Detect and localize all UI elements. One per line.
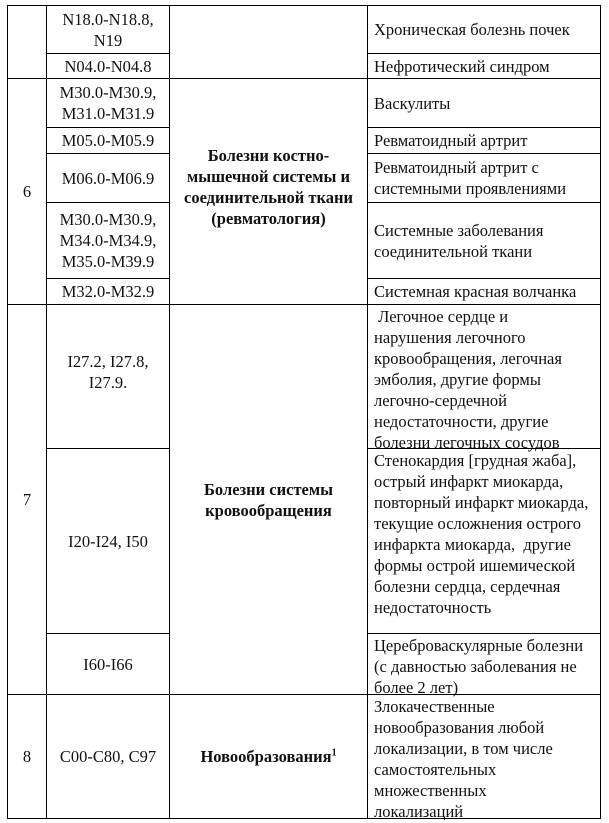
disease-description: Стенокардия [грудная жаба], острый инфаркт миокарда, повторный инфаркт миокарда, текущие осложнения острого инфаркта миокарда, другие формы острой ишемической болезни сердца, сердечная недостаточность [374,451,593,617]
row-number-cell [7,78,47,305]
code-cell [46,633,170,695]
group-name [200,746,336,767]
code-cell [46,53,170,79]
description-cell [367,53,601,79]
disease-description: Системные заболевания соединительной ткани [374,220,544,261]
icd-code: I27.2, I27.8, I27.9. [67,351,149,392]
icd-code: M30.0-M30.9, M34.0-M34.9, M35.0-M39.9 [59,210,157,271]
code-cell [46,127,170,154]
description-cell [367,153,601,203]
description-cell [367,633,601,695]
icd-code: I20-I24, I50 [68,531,148,551]
code-cell [46,278,170,305]
row-number-cell [7,5,47,79]
disease-description: Злокачественные новообразования любой локализации, в том числе самостоятельных множественных локализаций [374,697,553,821]
disease-description: Хроническая болезнь почек [374,20,570,39]
icd-code: N18.0-N18.8, N19 [62,9,154,50]
row-number-cell [7,304,47,695]
group-cell [169,78,368,305]
description-cell [367,694,601,819]
icd-code: M30.0-M30.9, M31.0-M31.9 [59,83,157,123]
row-number: 6 [22,182,32,201]
disease-description: Системная красная волчанка [374,282,577,301]
description-cell [367,304,601,452]
disease-description: Ревматоидный артрит [374,131,528,150]
disease-description: Легочное сердце и нарушения легочного кровообращения, легочная эмболия, другие формы легочно-сердечной недостаточности, другие болезни легочных сосудов [374,307,567,452]
footnote-marker: 1 [331,747,337,759]
description-cell [367,202,601,279]
description-cell [367,448,601,634]
group-cell [169,694,368,819]
code-cell [46,202,170,279]
code-cell [46,694,170,819]
description-cell [367,127,601,154]
group-cell [169,304,368,695]
row-number-cell [7,694,47,819]
code-cell [46,304,170,449]
disease-description: Нефротический синдром [374,56,550,76]
description-cell [367,5,601,54]
group-name-text: Новообразования [200,747,332,766]
code-cell [46,78,170,128]
description-cell [367,278,601,305]
disease-description: Цереброваскулярные болезни (с давностью заболевания не более 2 лет) [374,636,584,697]
icd-code: N04.0-N04.8 [64,56,152,76]
icd-code: M05.0-M05.9 [61,131,155,150]
group-cell [169,5,368,79]
row-number: 7 [22,490,32,509]
group-name: Болезни костно-мышечной системы и соединительной ткани (ревматология) [184,145,353,228]
disease-description: Васкулиты [374,93,451,113]
code-cell [46,5,170,54]
icd-code: M32.0-M32.9 [61,282,155,301]
group-name: Болезни системы кровообращения [204,479,333,520]
description-cell [367,78,601,128]
code-cell [46,153,170,203]
row-number: 8 [22,747,32,766]
disease-description: Ревматоидный артрит с системными проявлениями [374,158,567,198]
icd-code: C00-C80, C97 [59,747,157,766]
icd-code: I60-I66 [83,654,133,674]
code-cell [46,448,170,634]
icd-code: M06.0-M06.9 [61,168,155,188]
